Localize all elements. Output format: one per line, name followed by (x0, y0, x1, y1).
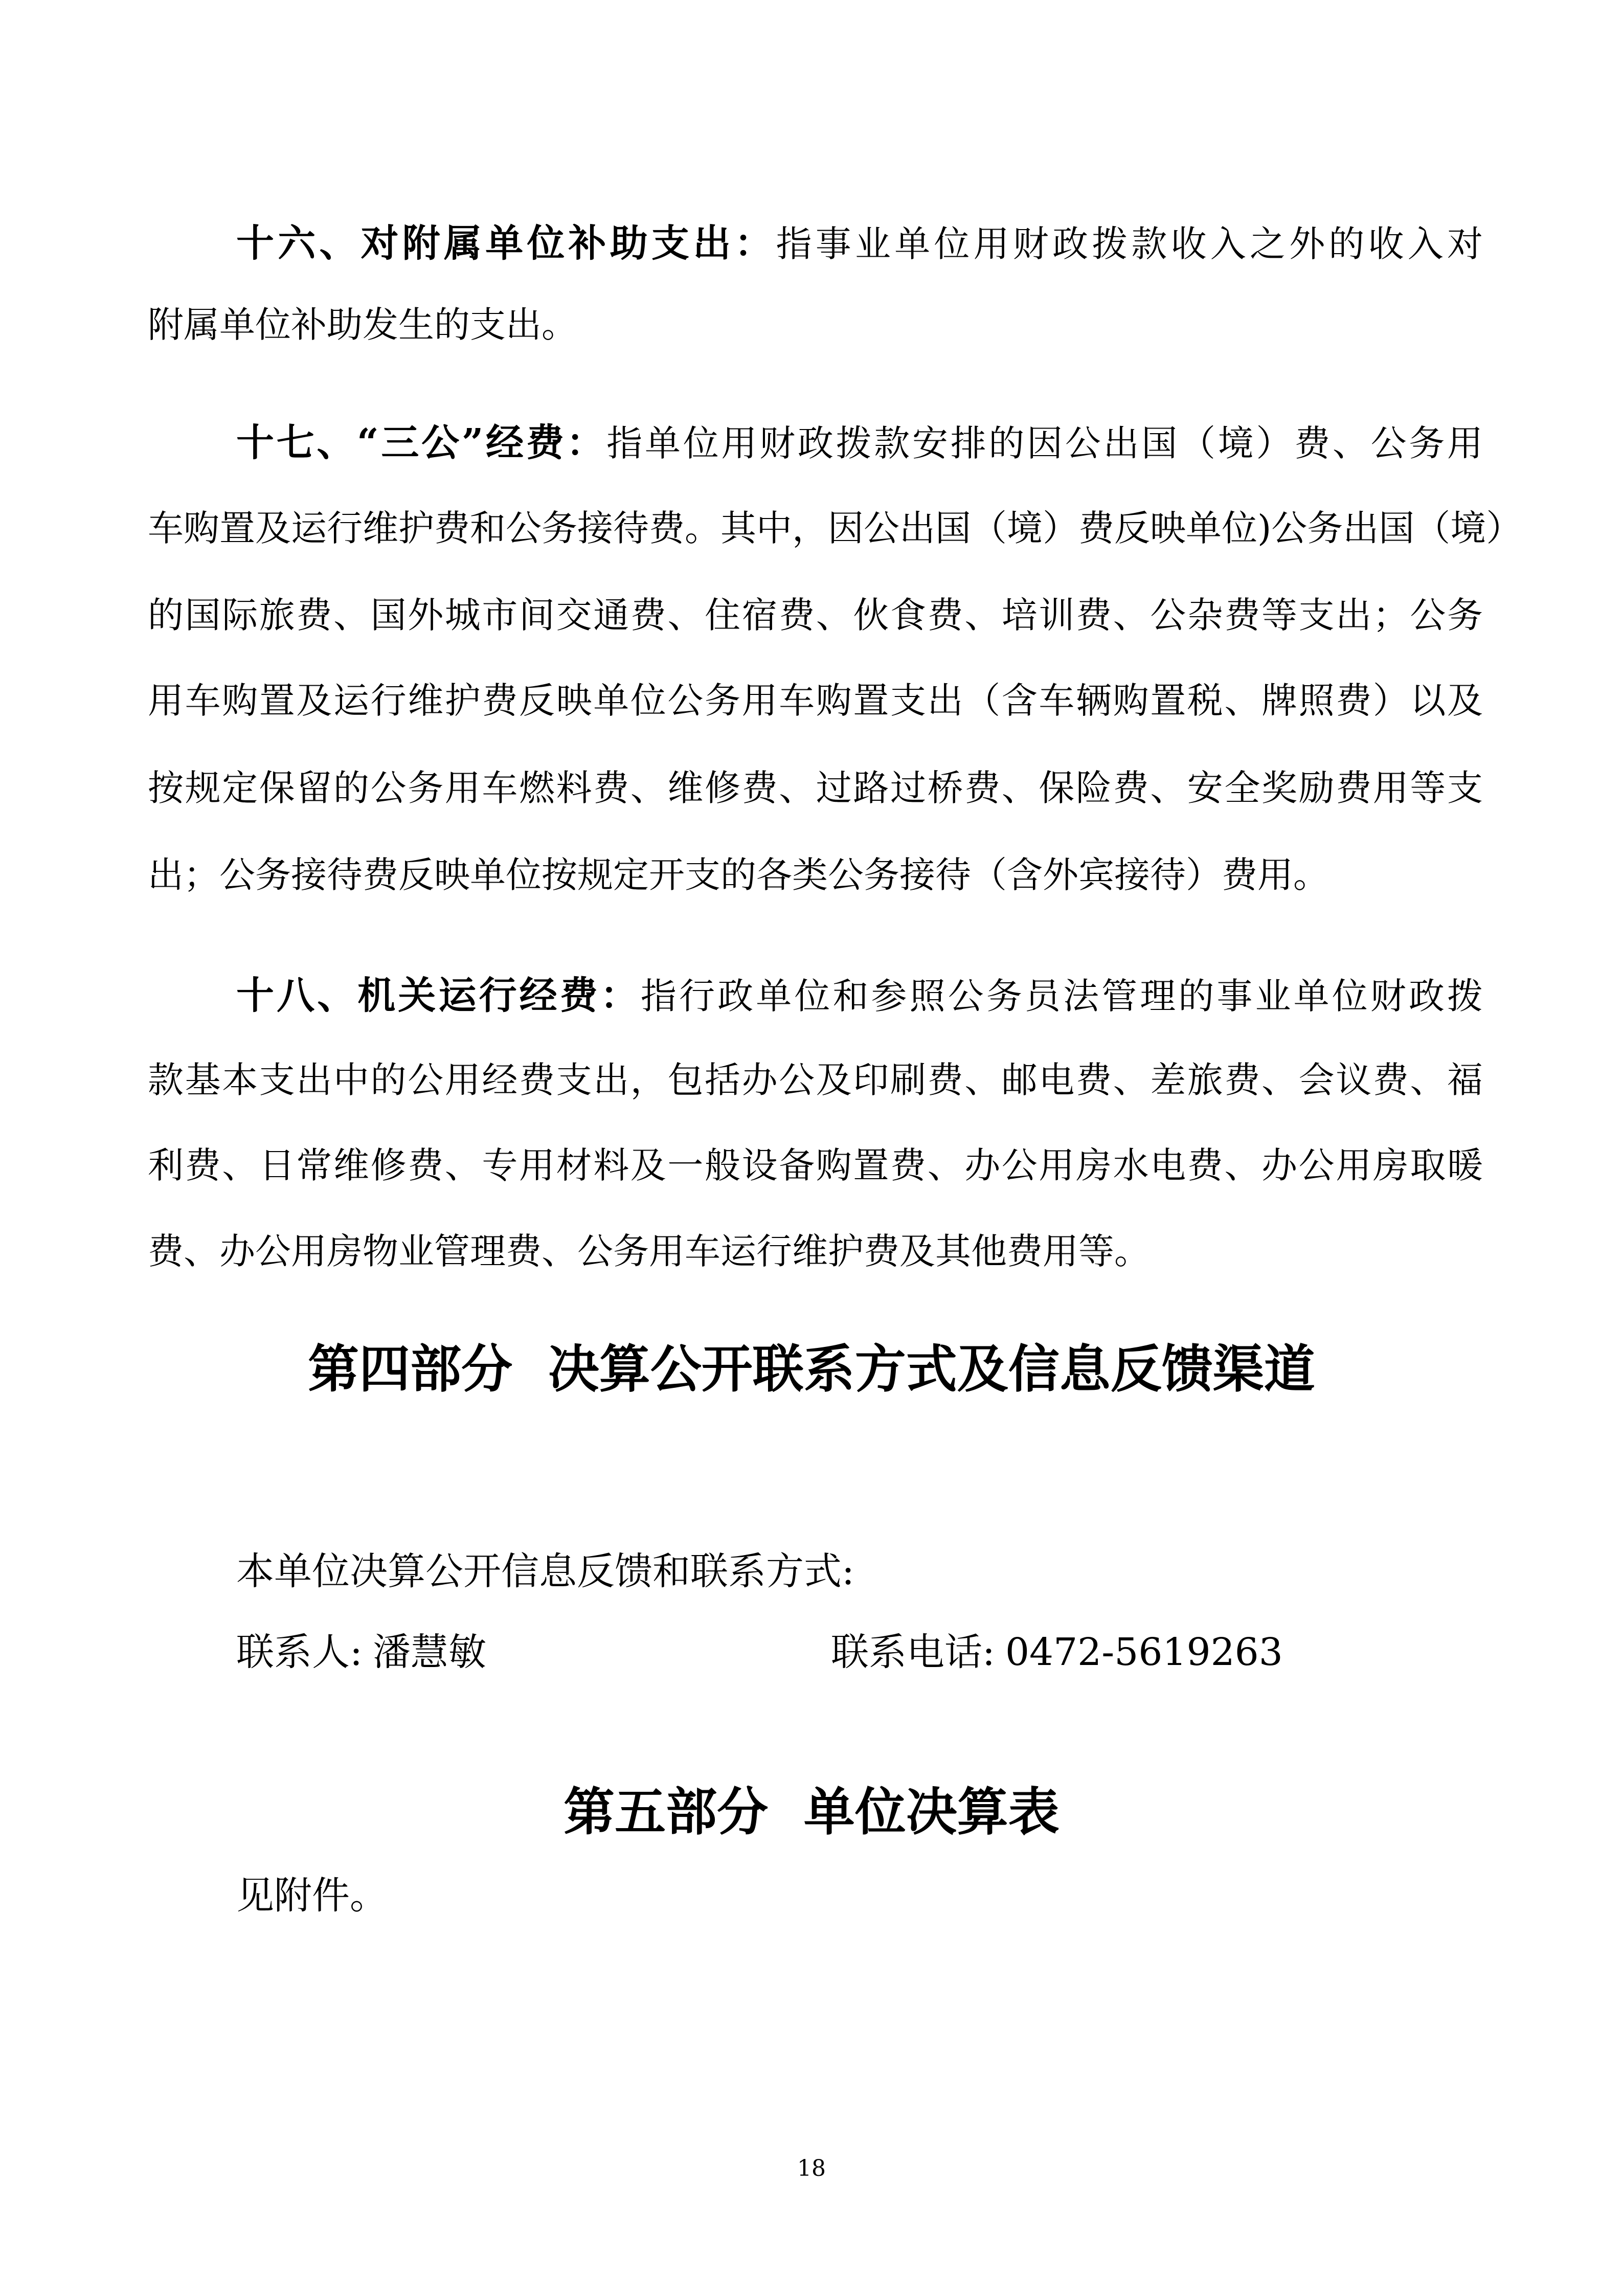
para-16-line-2: 附属单位补助发生的支出。 (148, 304, 577, 346)
para-18-line-2: 款基本支出中的公用经费支出，包括办公及印刷费、邮电费、差旅费、会议费、福 (148, 1059, 1483, 1101)
contact-person (236, 1629, 486, 1675)
para-18-line-1 (236, 973, 1483, 1019)
phone-label: 联系电话: (831, 1630, 995, 1674)
section-5-heading: 第五部分 单位决算表 (563, 1782, 1060, 1842)
para-17-line-2: 车购置及运行维护费和公务接待费。其中，因公出国（境）费反映单位)公务出国（境） (148, 507, 1522, 549)
contact-name: 潘慧敏 (372, 1630, 486, 1674)
para-18-line-4: 费、办公用房物业管理费、公务用车运行维护费及其他费用等。 (148, 1230, 1150, 1272)
para-text: 指单位用财政拨款安排的因公出国（境）费、公务用 (606, 422, 1483, 464)
para-18-line-3: 利费、日常维修费、专用材料及一般设备购置费、办公用房水电费、办公用房取暖 (148, 1144, 1483, 1186)
contact-label: 联系人: (236, 1630, 363, 1674)
para-17-lead: 十七、“三公”经费： (236, 421, 607, 465)
para-17-line-4: 用车购置及运行维护费反映单位公务用车购置支出（含车辆购置税、牌照费）以及 (148, 680, 1483, 722)
contact-phone (831, 1629, 1283, 1675)
phone-number: 0472-5619263 (1005, 1630, 1283, 1674)
para-17-line-1 (236, 420, 1483, 466)
contact-intro: 本单位决算公开信息反馈和联系方式: (236, 1549, 854, 1593)
page-number: 18 (797, 2155, 826, 2181)
para-17-line-5: 按规定保留的公务用车燃料费、维修费、过路过桥费、保险费、安全奖励费用等支 (148, 767, 1483, 809)
section-4-heading: 第四部分 决算公开联系方式及信息反馈渠道 (308, 1339, 1315, 1399)
para-17-line-3: 的国际旅费、国外城市间交通费、住宿费、伙食费、培训费、公杂费等支出；公务 (148, 594, 1483, 636)
section-5-body: 见附件。 (236, 1874, 388, 1918)
para-16-lead: 十六、对附属单位补助支出： (236, 221, 776, 265)
para-18-lead: 十八、机关运行经费： (236, 974, 641, 1018)
para-17-line-6: 出；公务接待费反映单位按规定开支的各类公务接待（含外宾接待）费用。 (148, 854, 1329, 896)
para-text: 指行政单位和参照公务员法管理的事业单位财政拨 (640, 975, 1483, 1017)
para-16-line-1 (236, 220, 1483, 266)
para-text: 指事业单位用财政拨款收入之外的收入对 (776, 223, 1483, 265)
